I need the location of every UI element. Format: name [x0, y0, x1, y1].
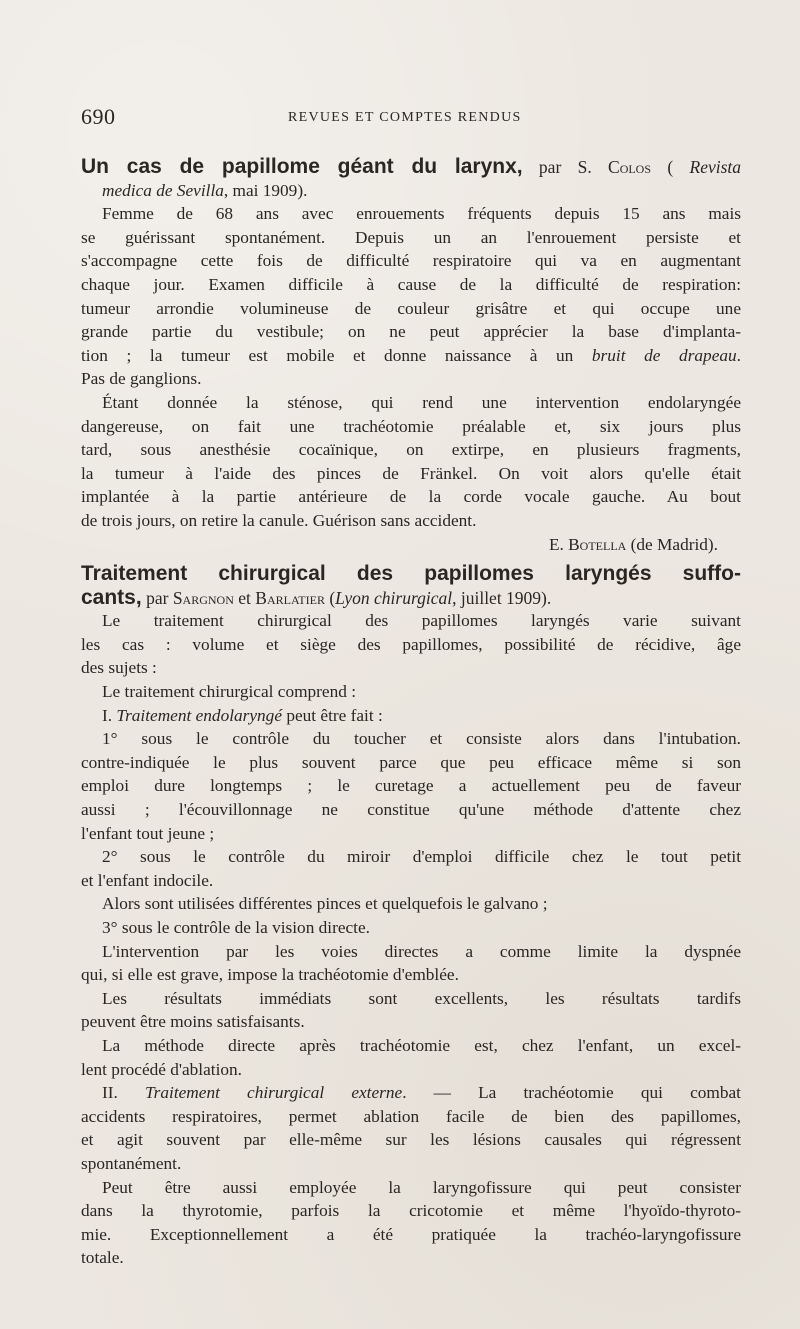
article2-line-24: spontanément. — [81, 1153, 182, 1173]
article1-p2-line-5: implantée à la partie antérieure de la corde vocale gauche. Au bout — [81, 487, 741, 507]
article2-line-22: accidents respiratoires, permet ablation facile de bien des papillomes, — [81, 1106, 741, 1126]
article1-p1-line-3: s'accompagne cette fois de difficulté respiratoire qui va en augmentant — [81, 251, 741, 271]
article1-p1-line-2: se guérissant spontanément. Depuis un an l'enrouement persiste et — [81, 227, 741, 247]
article2-line-16: qui, si elle est grave, impose la trachéotomie d'emblée. — [81, 965, 459, 985]
article2-source-open: ( — [324, 587, 336, 608]
article1-p1-line-4: chaque jour. Examen difficile à cause de la difficulté de respiration: — [81, 274, 741, 294]
article2-line-20: lent procédé d'ablation. — [81, 1059, 242, 1079]
article2-line-13: Alors sont utilisées différentes pinces et quelquefois le galvano ; — [102, 894, 548, 914]
article2-section-ii-number: II. — [102, 1083, 145, 1103]
page-header — [81, 104, 741, 130]
article2-section-ii-title: Traitement chirurgical externe — [145, 1083, 403, 1103]
article1-signature-name: Botella — [568, 534, 627, 554]
article2-title-line-1 — [81, 562, 741, 586]
article2-line-11: 2° sous le contrôle du miroir d'emploi difficile chez le tout petit — [102, 847, 741, 867]
article1-p2-line-1: Étant donnée la sténose, qui rend une intervention endolaryngée — [102, 392, 741, 412]
article1-source-title-1: Revista — [689, 157, 742, 177]
article1-byline-pre: par S. — [538, 157, 609, 177]
article1-bruit-de-drapeau: bruit de drapeau — [591, 345, 737, 365]
article1-p1-line-1: Femme de 68 ans avec enrouements fréquents depuis 15 ans mais — [102, 204, 741, 224]
article2-line-3: des sujets : — [81, 658, 157, 678]
article1-p1-line-6: grande partie du vestibule; on ne peut apprécier la base d'implanta- — [81, 322, 741, 342]
article2-line-25: Peut être aussi employée la laryngofissure qui peut consister — [102, 1177, 741, 1197]
article2-author2: Barlatier — [255, 587, 325, 608]
article1-p2-line-4: la tumeur à l'aide des pinces de Fränkel. On voit alors qu'elle était — [81, 463, 741, 483]
article2-line-19: La méthode directe après trachéotomie est, chez l'enfant, un excel- — [102, 1035, 741, 1055]
article2-line-5 — [81, 704, 741, 728]
article1-p2-line-2: dangereuse, on fait une trachéotomie préalable et, six jours plus — [81, 416, 741, 436]
article1-p1-line-5: tumeur arrondie volumineuse de couleur grisâtre et qui occupe une — [81, 298, 741, 318]
article2-section-ii-rest: . — La trachéotomie qui combat — [402, 1083, 741, 1103]
article2-line-15: L'intervention par les voies directes a comme limite la dyspnée — [102, 941, 741, 961]
article2-line-28: totale. — [81, 1248, 124, 1268]
article1-source-line — [81, 179, 741, 203]
article2-line-9: aussi ; l'écouvillonnage ne constitue qu'une méthode d'attente chez — [81, 800, 741, 820]
article2-line-7: contre-indiquée le plus souvent parce que peu efficace même si son — [81, 752, 741, 772]
article1-p2-line-6: de trois jours, on retire la canule. Guérison sans accident. — [81, 510, 477, 530]
article2-section-i-number: I. — [102, 705, 117, 725]
article1-source-close: , mai 1909). — [223, 180, 308, 200]
article2-line-1: Le traitement chirurgical des papillomes laryngés varie suivant — [102, 611, 741, 631]
article2-author1: Sargnon — [172, 587, 234, 608]
page-content — [81, 155, 741, 1270]
article2-line-18: peuvent être moins satisfaisants. — [81, 1012, 305, 1032]
article2-line-4: Le traitement chirurgical comprend : — [102, 682, 356, 702]
article1-p2-line-3: tard, sous anesthésie cocaïnique, on extirpe, en plusieurs fragments, — [81, 440, 741, 460]
article1-p1-line-7-text: tion ; la tumeur est mobile et donne naissance à un — [81, 345, 592, 365]
article2-line-6: 1° sous le contrôle du toucher et consiste alors dans l'intubation. — [102, 729, 741, 749]
article1-signature-initial: E. — [548, 534, 569, 554]
article1-title-line — [81, 155, 741, 179]
article1-p1-line-7 — [81, 344, 741, 368]
article1-source-open: ( — [667, 157, 674, 177]
article2-and: et — [233, 587, 256, 608]
article1-source-title-2: medica de Sevilla — [102, 180, 224, 200]
article2-title-line-1-text: Traitement chirurgical des papillomes laryngés suffo- — [81, 562, 741, 586]
article1-signature-place: (de Madrid). — [626, 534, 718, 554]
article1-signature — [81, 533, 741, 557]
article1-title: Un cas de papillome géant du larynx, — [81, 155, 523, 178]
article2-line-27: mie. Exceptionnellement a été pratiquée la trachéo-laryngofissure — [81, 1224, 741, 1244]
article1-p1-line-7-end: . — [736, 345, 741, 365]
article2-title-line-2 — [81, 586, 741, 610]
article2-by: par — [141, 587, 173, 608]
page-number: 690 — [81, 104, 116, 129]
article2-line-10: l'enfant tout jeune ; — [81, 823, 215, 843]
article2-line-26: dans la thyrotomie, parfois la cricotomie et même l'hyoïdo-thyroto- — [81, 1201, 741, 1221]
article2-section-i-title: Traitement endolaryngé — [116, 705, 282, 725]
article2-title-line-2-text: cants, — [81, 585, 142, 609]
article1-p1-line-8: Pas de ganglions. — [81, 369, 202, 389]
article2-line-12: et l'enfant indocile. — [81, 870, 214, 890]
article2-line-21 — [81, 1081, 741, 1105]
article1-author: Colos — [608, 157, 652, 177]
article2-line-14: 3° sous le contrôle de la vision directe. — [102, 918, 370, 937]
running-head: REVUES ET COMPTES RENDUS — [288, 110, 522, 125]
article2-source-title: Lyon chirurgical — [335, 587, 453, 608]
article2-line-17: Les résultats immédiats sont excellents, les résultats tardifs — [102, 988, 741, 1008]
article2-line-2: les cas : volume et siège des papillomes, possibilité de récidive, âge — [81, 634, 741, 654]
article2-line-8: emploi dure longtemps ; le curetage a actuellement peu de faveur — [81, 776, 741, 796]
article2-source-close: , juillet 1909). — [452, 587, 552, 608]
article2-section-i-rest: peut être fait : — [282, 705, 383, 725]
article2-line-23: et agit souvent par elle-même sur les lésions causales qui régressent — [81, 1130, 741, 1150]
